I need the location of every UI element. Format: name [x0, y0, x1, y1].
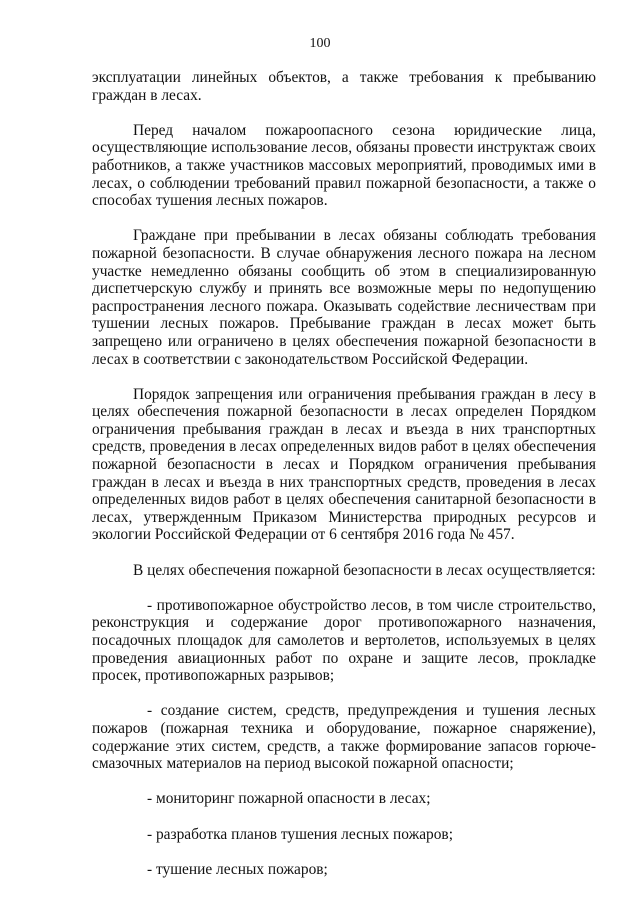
paragraph-measures-intro: В целях обеспечения пожарной безопасности в лесах осуществляется: [133, 561, 596, 579]
document-body [92, 69, 596, 896]
list-item: - создание систем, средств, предупреждения и тушения лесных пожаров (пожарная техника и оборудование, пожарное снаряжение), содержание этих систем, средств, а также формирование запасов горюче-смазочных материалов на период высокой пожарной опасности; [92, 702, 596, 773]
list-item: - мониторинг пожарной опасности в лесах; [147, 790, 431, 808]
paragraph-continuation: эксплуатации линейных объектов, а также требования к пребыванию граждан в лесах. [92, 69, 596, 104]
paragraph-restriction-order: Порядок запрещения или ограничения пребывания граждан в лесу в целях обеспечения пожарной безопасности в лесах определен Порядком ограничения пребывания граждан в лесах и въезда в них транспортных средств, проведения в лесах определенных видов работ в целях обеспечения пожарной безопасности в лесах и Порядком ограничения пребывания граждан в лесах и въезда в них транспортных средств, проведения в лесах определенных видов работ в целях обеспечения санитарной безопасности в лесах, утвержденным Приказом Министерства природных ресурсов и экологии Российской Федерации от 6 сентября 2016 года № 457. [92, 385, 596, 544]
list-item: - противопожарное обустройство лесов, в том числе строительство, реконструкция и содержание дорог противопожарного назначения, посадочных площадок для самолетов и вертолетов, используемых в целях проведения авиационных работ по охране и защите лесов, прокладке просек, противопожарных разрывов; [92, 596, 596, 685]
list-item: - тушение лесных пожаров; [147, 860, 328, 878]
paragraph-citizen-duties: Граждане при пребывании в лесах обязаны соблюдать требования пожарной безопасности. В случае обнаружения лесного пожара на лесном участке немедленно обязаны сообщить об этом в специализированную диспетчерскую службу и принять все возможные меры по недопущению распространения лесного пожара. Оказывать содействие лесничествам при тушении лесных пожаров. Пребывание граждан в лесах может быть запрещено или ограничено в целях обеспечения пожарной безопасности в лесах в соответствии с законодательством Российской Федерации. [92, 227, 596, 368]
paragraph-instruction: Перед началом пожароопасного сезона юридические лица, осуществляющие использование лесов, обязаны провести инструктаж своих работников, а также участников массовых мероприятий, проводимых ими в лесах, о соблюдении требований правил пожарной безопасности, а также о способах тушения лесных пожаров. [92, 121, 596, 210]
list-item: - разработка планов тушения лесных пожаров; [147, 825, 453, 843]
page-number: 100 [309, 36, 331, 51]
